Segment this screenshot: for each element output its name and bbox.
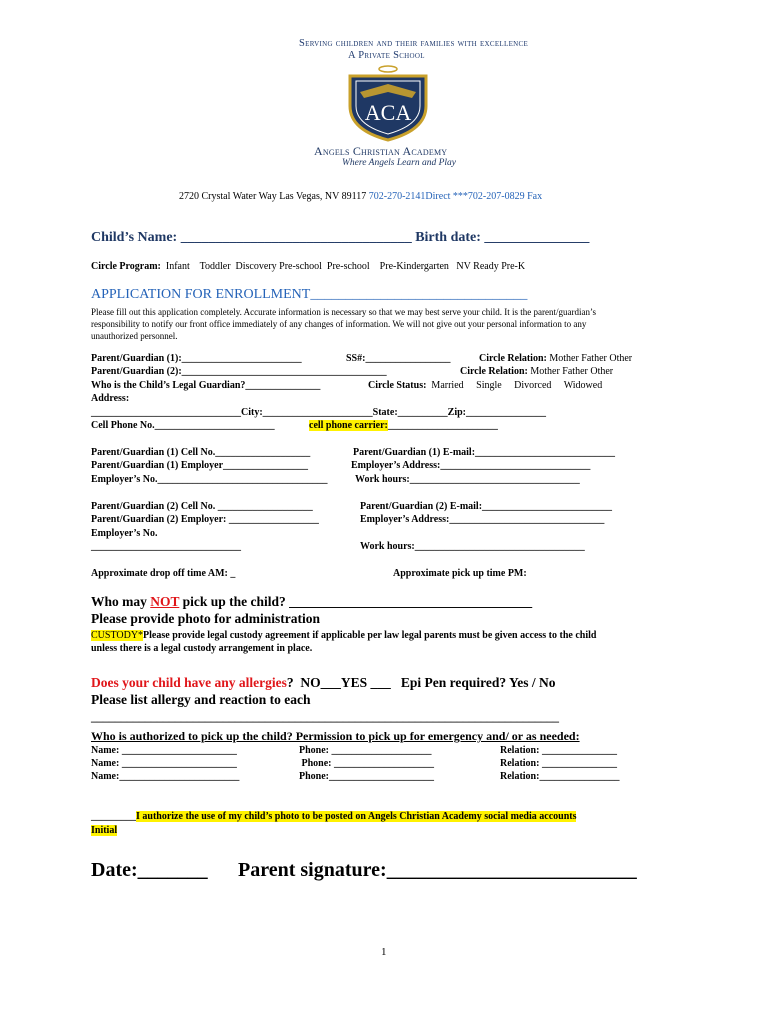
pg1-email-field[interactable]: Parent/Guardian (1) E-mail:____________________________: [353, 447, 616, 458]
authorized-name-2[interactable]: Name: _______________________: [91, 758, 237, 769]
intro-line-3: unauthorized personnel.: [91, 331, 178, 341]
intro-line-2: responsibility to notify our front office immediately of any changes of information. We will not give out your personal information to any: [91, 319, 587, 329]
legal-guardian-field[interactable]: Who is the Child’s Legal Guardian?_______________: [91, 380, 321, 391]
pg2-email-field[interactable]: Parent/Guardian (2) E-mail:__________________________: [360, 501, 613, 512]
authorized-phone-2[interactable]: Phone: ____________________: [299, 758, 434, 769]
circle-relation-2[interactable]: Circle Relation: Mother Father Other: [460, 366, 614, 377]
cell-phone-field[interactable]: Cell Phone No.________________________: [91, 420, 275, 431]
pg2-employer-no-field[interactable]: ______________________________: [91, 541, 241, 552]
pg2-work-hours-field[interactable]: Work hours:__________________________________: [360, 541, 585, 552]
parent-guardian-2-field[interactable]: Parent/Guardian (2):_________________________________________: [91, 366, 387, 377]
application-title: APPLICATION FOR ENROLLMENT_______________________________: [91, 287, 528, 302]
custody-note-2: unless there is a legal custody arrangement in place.: [91, 643, 313, 654]
address-label: Address:: [91, 393, 130, 404]
child-name-birthdate-field[interactable]: Child’s Name: _________________________________ Birth date: _______________: [91, 230, 590, 245]
svg-text:ACA: ACA: [364, 100, 412, 125]
pg1-employer-no-field[interactable]: Employer’s No.__________________________________: [91, 474, 328, 485]
authorized-phone-1[interactable]: Phone: ____________________: [299, 745, 432, 756]
pg2-cell-field[interactable]: Parent/Guardian (2) Cell No. ___________________: [91, 501, 313, 512]
allergies-question[interactable]: Does your child have any allergies? NO___YES ___ Epi Pen required? Yes / No: [91, 675, 556, 690]
authorized-pickup-title: Who is authorized to pick up the child? Permission to pick up for emergency and/ or as needed:: [91, 729, 580, 743]
authorized-name-1[interactable]: Name: _______________________: [91, 745, 237, 756]
circle-program[interactable]: Circle Program: Infant Toddler Discovery Pre-school Pre-school Pre-Kindergarten NV Ready Pre-K: [91, 261, 526, 272]
authorized-name-3[interactable]: Name:________________________: [91, 771, 240, 782]
custody-note: CUSTODY*Please provide legal custody agreement if applicable per law legal parents must be given access to the child: [91, 630, 597, 641]
school-address: 2720 Crystal Water Way Las Vegas, NV 89117 702-270-2141Direct ***702-207-0829 Fax: [179, 191, 543, 202]
pg1-work-hours-field[interactable]: Work hours:__________________________________: [355, 474, 580, 485]
photo-consent[interactable]: _________I authorize the use of my child’s photo to be posted on Angels Christian Academy social media accounts: [91, 811, 577, 822]
school-motto: Where Angels Learn and Play: [342, 158, 456, 168]
date-field[interactable]: Date:_______: [91, 859, 208, 881]
parent-guardian-1-field[interactable]: Parent/Guardian (1):________________________: [91, 353, 302, 364]
authorized-phone-3[interactable]: Phone:_____________________: [299, 771, 434, 782]
dropoff-time-field[interactable]: Approximate drop off time AM: _: [91, 568, 236, 579]
authorized-relation-2[interactable]: Relation: _______________: [500, 758, 617, 769]
tagline-1: Serving children and their families with excellence: [299, 38, 529, 49]
not-authorized-pickup-field[interactable]: Who may NOT pick up the child? ____________________________________: [91, 594, 533, 609]
authorized-relation-3[interactable]: Relation:________________: [500, 771, 620, 782]
ss-field[interactable]: SS#:_________________: [346, 353, 451, 364]
school-crest-logo: [342, 62, 434, 142]
parent-signature-field[interactable]: Parent signature:_________________________: [238, 859, 637, 881]
allergies-list-field[interactable]: ______________________________________________________________________________: [91, 710, 559, 724]
cell-phone-carrier-field[interactable]: cell phone carrier:______________________: [309, 420, 498, 431]
authorized-relation-1[interactable]: Relation: _______________: [500, 745, 617, 756]
pg1-employer-field[interactable]: Parent/Guardian (1) Employer_________________: [91, 460, 309, 471]
pg2-employer-no-label: Employer’s No.: [91, 528, 158, 539]
circle-relation-1[interactable]: Circle Relation: Mother Father Other: [479, 353, 633, 364]
tagline-2: A Private School: [348, 50, 425, 61]
page-number: 1: [381, 946, 387, 958]
allergies-list-label: Please list allergy and reaction to each: [91, 692, 311, 707]
pg2-employer-address-field[interactable]: Employer’s Address:_______________________________: [360, 514, 605, 525]
photo-admin-note: Please provide photo for administration: [91, 611, 321, 626]
school-name: Angels Christian Academy: [314, 144, 448, 158]
school-phone: 702-270-2141Direct ***702-207-0829 Fax: [368, 191, 543, 202]
photo-consent-initial: Initial: [91, 825, 118, 836]
circle-status[interactable]: Circle Status: Married Single Divorced Widowed: [368, 380, 603, 391]
pg1-cell-field[interactable]: Parent/Guardian (1) Cell No.___________________: [91, 447, 311, 458]
city-state-zip-field[interactable]: ______________________________City:______________________State:__________Zip:________________: [91, 407, 546, 418]
pg2-employer-field[interactable]: Parent/Guardian (2) Employer: __________________: [91, 514, 319, 525]
pickup-time-field[interactable]: Approximate pick up time PM:: [393, 568, 527, 579]
pg1-employer-address-field[interactable]: Employer’s Address:______________________________: [351, 460, 591, 471]
intro-line-1: Please fill out this application completely. Accurate information is necessary so that we may best serve your child. It is the parent/guardian’s: [91, 307, 597, 317]
